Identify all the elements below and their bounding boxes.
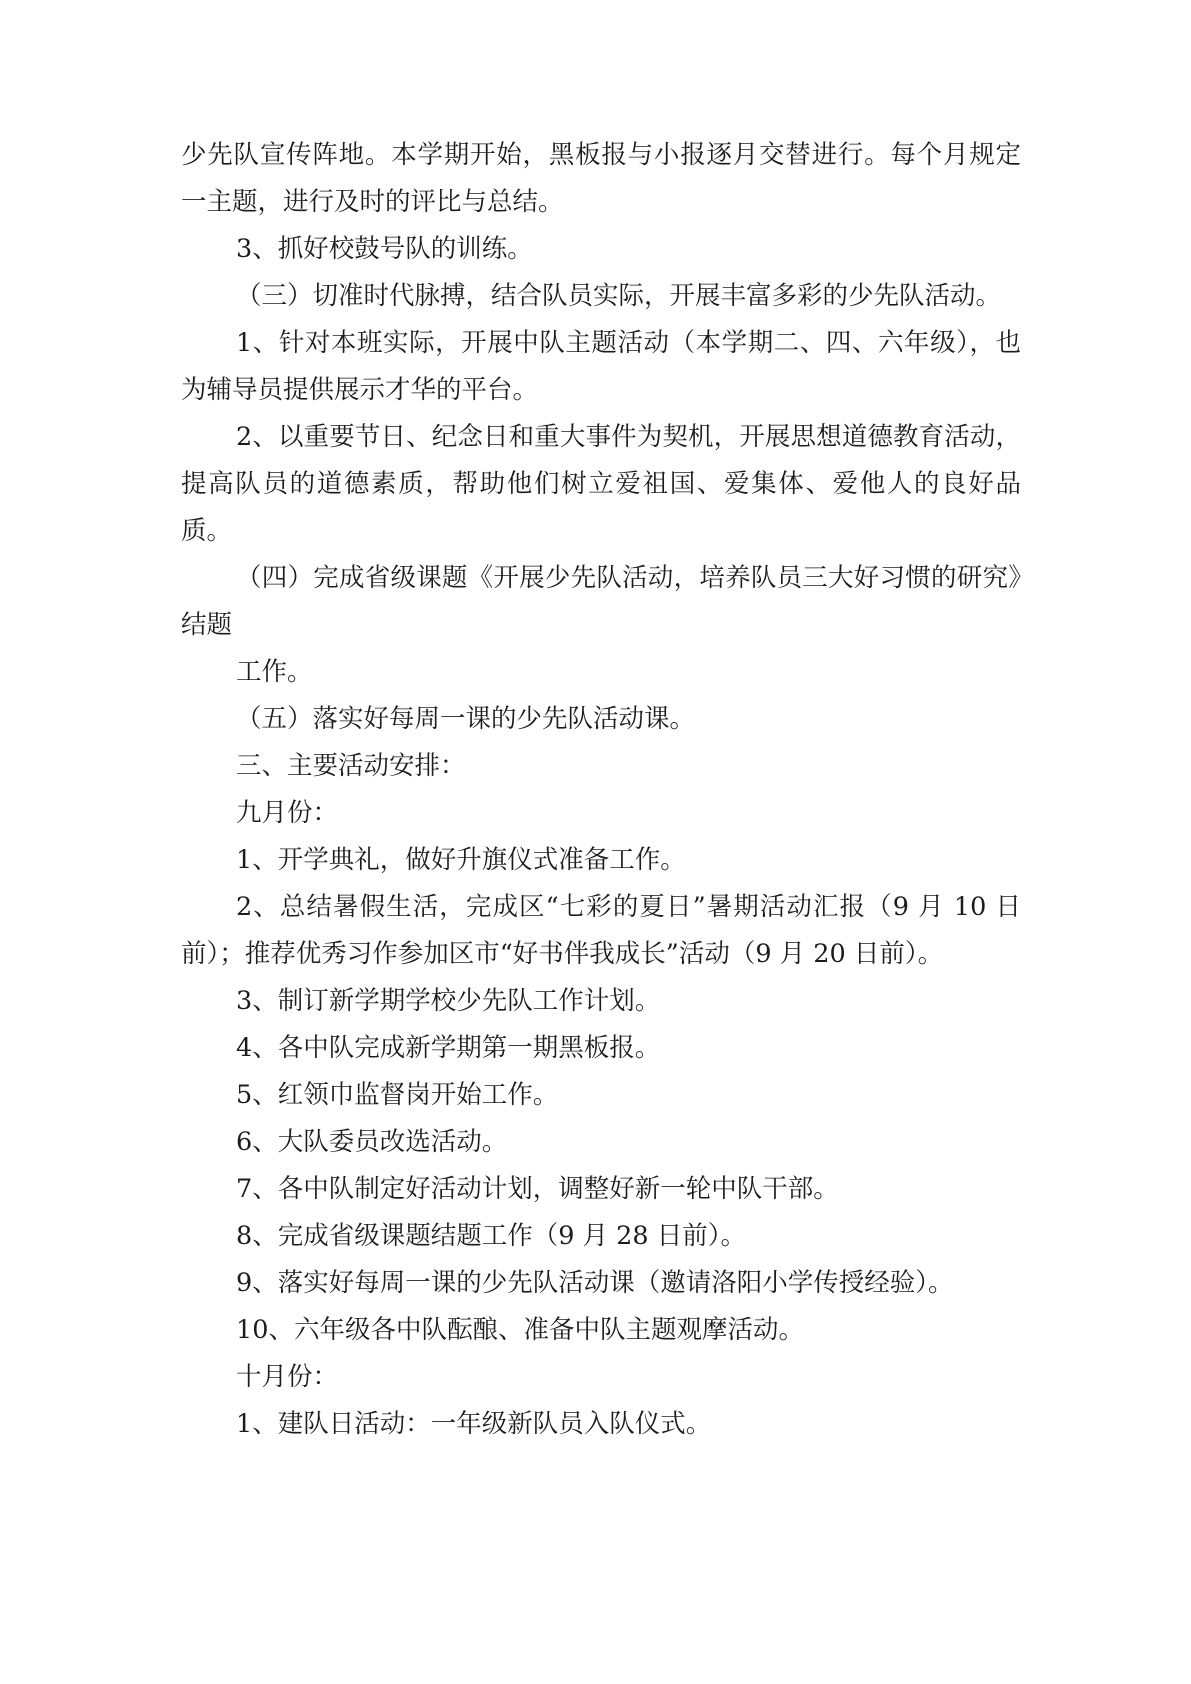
list-item-oct-1: 1、建队日活动：一年级新队员入队仪式。 [236,1409,712,1439]
document-body [181,132,1021,1448]
paragraph-drum-team: 3、抓好校鼓号队的训练。 [236,234,533,264]
list-item-sep-1: 1、开学典礼，做好升旗仪式准备工作。 [236,845,686,875]
paragraph-section-four: （四）完成省级课题《开展少先队活动，培养队员三大好习惯的研究》结题 [181,563,1021,640]
list-item-sep-5: 5、红领巾监督岗开始工作。 [236,1080,559,1110]
paragraph-section-five: （五）落实好每周一课的少先队活动课。 [236,704,696,734]
list-item-sep-6: 6、大队委员改选活动。 [236,1127,508,1157]
heading-september: 九月份： [236,798,339,828]
list-item-sep-9: 9、落实好每周一课的少先队活动课（邀请洛阳小学传授经验）。 [236,1268,954,1298]
paragraph-theme-activity: 1、针对本班实际，开展中队主题活动（本学期二、四、六年级），也为辅导员提供展示才华的平台。 [181,328,1021,405]
heading-main-activities: 三、主要活动安排： [236,751,466,781]
list-item-sep-10: 10、六年级各中队酝酿、准备中队主题观摩活动。 [236,1315,804,1345]
list-item-sep-4: 4、各中队完成新学期第一期黑板报。 [236,1033,661,1063]
list-item-sep-3: 3、制订新学期学校少先队工作计划。 [236,986,661,1016]
paragraph-work: 工作。 [236,657,313,687]
list-item-sep-7: 7、各中队制定好活动计划，调整好新一轮中队干部。 [236,1174,839,1204]
paragraph-section-three: （三）切准时代脉搏，结合队员实际，开展丰富多彩的少先队活动。 [236,281,1002,311]
heading-october: 十月份： [236,1362,339,1392]
list-item-sep-8: 8、完成省级课题结题工作（9 月 28 日前）。 [236,1221,746,1251]
list-item-sep-2: 2、总结暑假生活，完成区“七彩的夏日”暑期活动汇报（9 月 10 日前）；推荐优秀习作参加区市“好书伴我成长”活动（9 月 20 日前）。 [181,892,1021,969]
paragraph-moral-education: 2、以重要节日、纪念日和重大事件为契机，开展思想道德教育活动，提高队员的道德素质，帮助他们树立爱祖国、爱集体、爱他人的良好品质。 [181,422,1021,546]
paragraph-propaganda: 少先队宣传阵地。本学期开始，黑板报与小报逐月交替进行。每个月规定一主题，进行及时的评比与总结。 [181,140,1021,217]
